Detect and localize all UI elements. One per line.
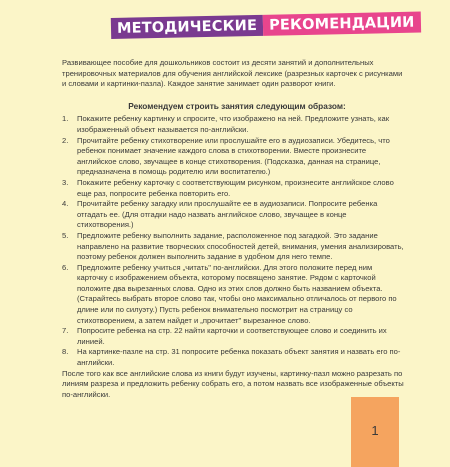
list-item-number: 7. bbox=[62, 326, 69, 336]
list-item-text: На картинке-пазле на стр. 31 попросите ребенка показать объект занятия и назвать его по-английски. bbox=[77, 347, 401, 368]
outro-paragraph: После того как все английские слова из книги будут изучены, картинку-пазл можно разрезать по линиям разреза и предложить ребенку собрать его, а потом назвать все изображенные объекты по-английски. bbox=[62, 368, 404, 399]
list-item bbox=[62, 230, 404, 263]
list-item-number: 1. bbox=[62, 114, 69, 124]
intro-paragraph: Развивающее пособие для дошкольников состоит из десяти занятий и дополнительных тренировочных материалов для обучения английской лексике (разрезных карточек с рисунками и словами и картинки-пазла). Каждое занятие занимает один разворот книги. bbox=[62, 58, 403, 89]
list-item bbox=[62, 177, 404, 199]
list-item-text: Предложите ребенку учиться „читать" по-английски. Для этого положите перед ним карточку с изображением объекта, которому посвящено занятие. Рядом с карточкой положите два вырезанных слова. Одно из этих слов должно быть названием объекта. (Старайтесь выбрать второе слово так, чтобы оно максимально отличалось от первого по длине или по силуэту.) Пусть ребенок внимательно посмотрит на страницу со стихотворением, а затем найдет и „прочитает" вырезанное слово. bbox=[77, 262, 397, 325]
list-item-number: 4. bbox=[62, 199, 69, 209]
list-item-text: Прочитайте ребенку стихотворение или прослушайте его в аудиозаписи. Убедитесь, что ребенок понимает значение каждого слова в стихотворении. Вместе произнесите английское слово, звучащее в конце стихотворения. (Подсказка, данная на странице, предназначена в помощь родителю или воспитателю.) bbox=[77, 135, 390, 177]
title-part-methodical: МЕТОДИЧЕСКИЕ bbox=[111, 15, 264, 39]
list-item-number: 5. bbox=[62, 230, 69, 240]
page-title bbox=[111, 12, 421, 39]
list-item-text: Покажите ребенку картинку и спросите, что изображено на ней. Предложите узнать, как изображенный объект называется по-английски. bbox=[77, 114, 390, 134]
list-item-number: 3. bbox=[62, 177, 69, 187]
list-item bbox=[62, 262, 404, 327]
list-item-number: 6. bbox=[62, 262, 69, 272]
list-item-number: 8. bbox=[62, 347, 69, 357]
list-item-text: Попросите ребенка на стр. 22 найти карточки и соответствующее слово и соединить их линией. bbox=[77, 326, 387, 346]
list-item-text: Покажите ребенку карточку с соответствующим рисунком, произнесите английское слово еще раз, попросите ребенка повторить его. bbox=[77, 177, 394, 198]
section-subtitle: Рекомендуем строить занятия следующим образом: bbox=[128, 100, 346, 111]
list-item-text: Прочитайте ребенку загадку или прослушайте ее в аудиозаписи. Попросите ребенка отгадать ее. (Для отгадки надо назвать английское слово, звучащее в конце стихотворения.) bbox=[77, 199, 378, 230]
list-item bbox=[62, 347, 404, 368]
document-body bbox=[62, 58, 404, 400]
list-item bbox=[62, 114, 404, 135]
list-item-number: 2. bbox=[62, 135, 69, 145]
steps-list bbox=[62, 114, 404, 368]
list-item bbox=[62, 199, 404, 231]
list-item-text: Предложите ребенку выполнить задание, расположенное под загадкой. Это задание направлено на развитие творческих способностей детей, внимания, умения анализировать, поэтому ребенок должен выполнить задание в удобном для него темпе. bbox=[77, 230, 404, 262]
title-part-recommendations: РЕКОМЕНДАЦИИ bbox=[263, 12, 421, 36]
page-number: 1 bbox=[371, 423, 379, 438]
list-item bbox=[62, 326, 404, 347]
list-item bbox=[62, 135, 404, 178]
